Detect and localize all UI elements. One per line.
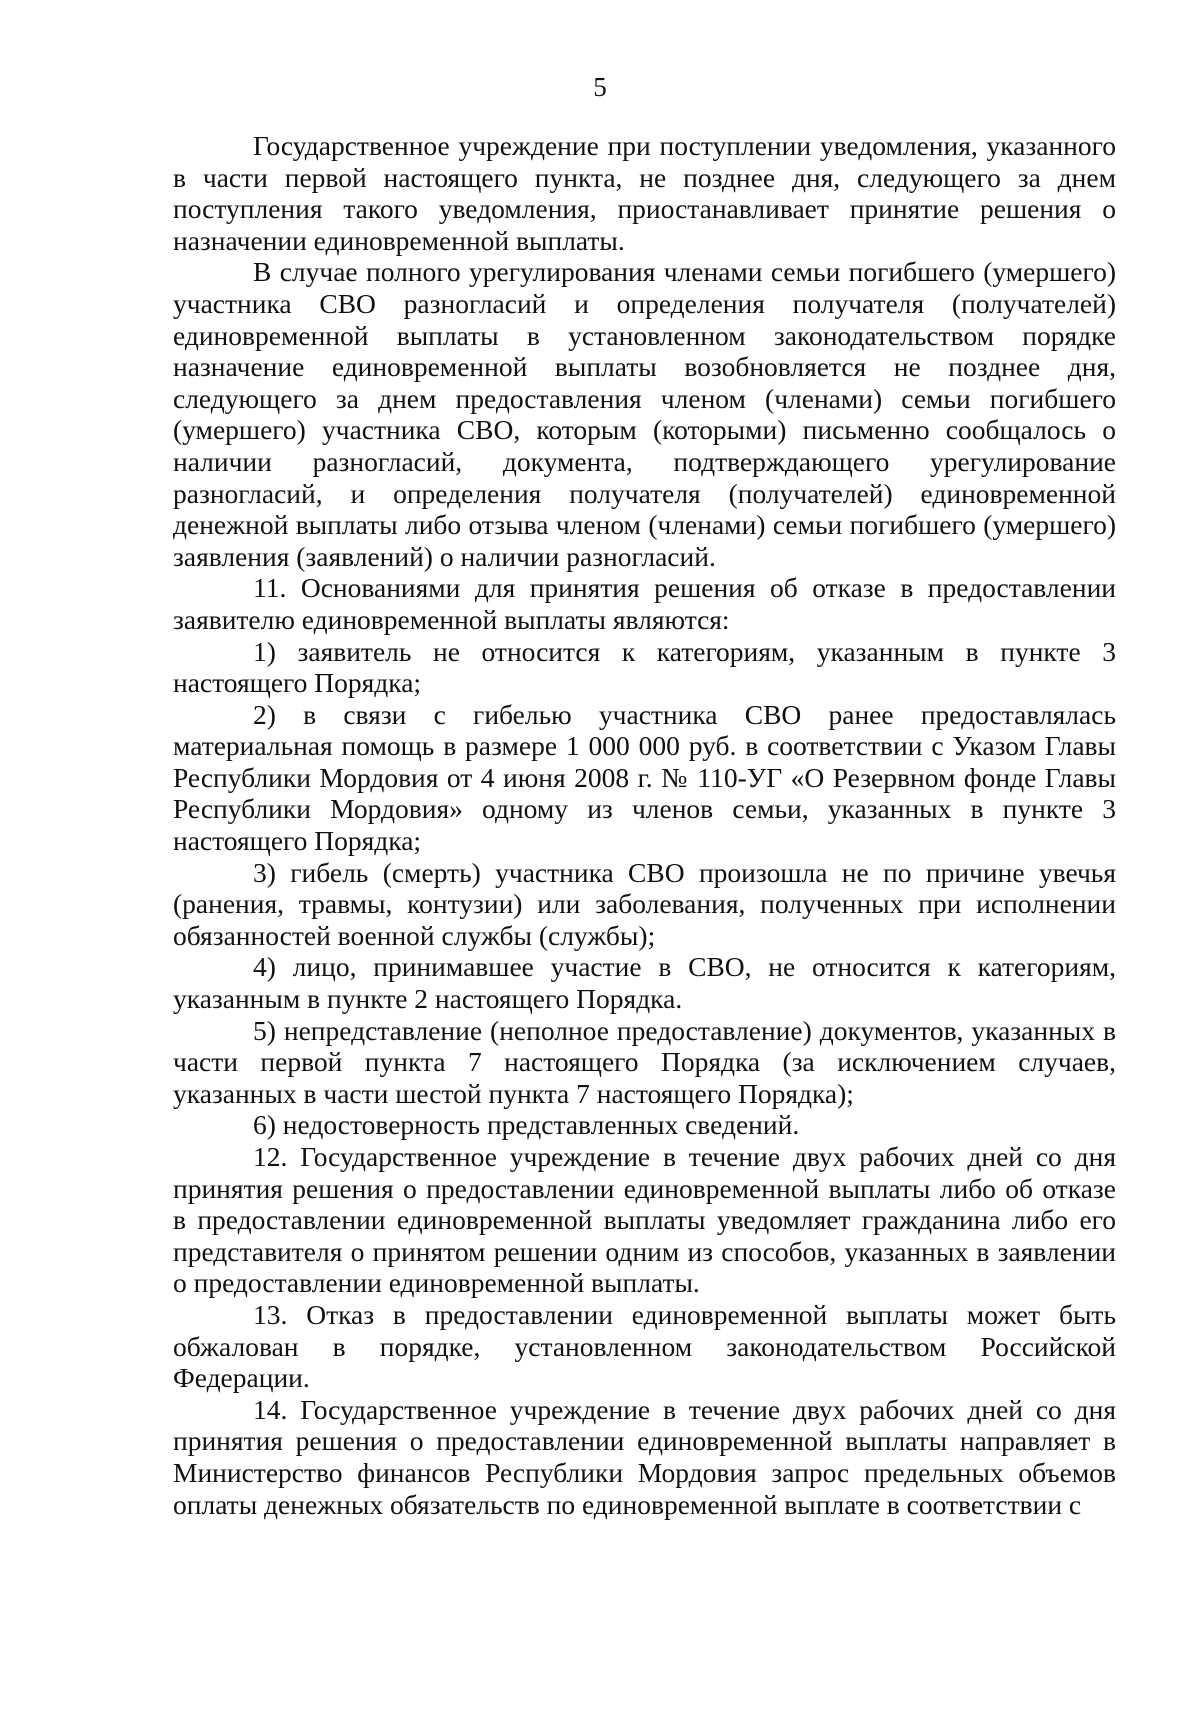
refusal-ground-2: 2) в связи с гибелью участника СВО ранее предоставлялась материальная помощь в размере 1 000 000 руб. в соответствии с Указом Главы Республики Мордовия от 4 июня 2008 г. № 110-УГ «О Резервном фонде Главы Республики Мордовия» одному из членов семьи, указанных в пункте 3 настоящего Порядка; — [173, 698, 1116, 857]
page-number: 5 — [593, 72, 607, 102]
document-body — [173, 130, 1116, 1520]
paragraph-12-notification: 12. Государственное учреждение в течение двух рабочих дней со дня принятия решения о предоставлении единовременной выплаты либо об отказе в предоставлении единовременной выплаты уведомляет гражданина либо его представителя о принятом решении одним из способов, указанных в заявлении о предоставлении единовременной выплаты. — [173, 1141, 1116, 1299]
refusal-ground-3: 3) гибель (смерть) участника СВО произошла не по причине увечья (ранения, травмы, контузии) или заболевания, полученных при исполнении обязанностей военной службы (службы); — [173, 856, 1116, 951]
paragraph-suspension-notice: Государственное учреждение при поступлении уведомления, указанного в части первой настоящего пункта, не позднее дня, следующего за днем поступления такого уведомления, приостанавливает принятие решения о назначении единовременной выплаты. — [173, 130, 1116, 256]
refusal-ground-6: 6) недостоверность представленных сведений. — [253, 1109, 800, 1141]
paragraph-resumption: В случае полного урегулирования членами семьи погибшего (умершего) участника СВО разногласий и определения получателя (получателей) единовременной выплаты в установленном законодательством порядке назначение единовременной выплаты возобновляется не позднее дня, следующего за днем предоставления членом (членами) семьи погибшего (умершего) участника СВО, которым (которыми) письменно сообщалось о наличии разногласий, документа, подтверждающего урегулирование разногласий, и определения получателя (получателей) единовременной денежной выплаты либо отзыва членом (членами) семьи погибшего (умершего) заявления (заявлений) о наличии разногласий. — [173, 256, 1116, 572]
paragraph-11-refusal-grounds: 11. Основаниями для принятия решения об отказе в предоставлении заявителю единовременной выплаты являются: — [173, 572, 1116, 635]
paragraph-14-funding-request: 14. Государственное учреждение в течение двух рабочих дней со дня принятия решения о предоставлении единовременной выплаты направляет в Министерство финансов Республики Мордовия запрос предельных объемов оплаты денежных обязательств по единовременной выплате в соответствии с — [173, 1393, 1116, 1520]
paragraph-13-appeal: 13. Отказ в предоставлении единовременной выплаты может быть обжалован в порядке, установленном законодательством Российской Федерации. — [173, 1298, 1116, 1394]
refusal-ground-4: 4) лицо, принимавшее участие в СВО, не относится к категориям, указанным в пункте 2 настоящего Порядка. — [173, 951, 1116, 1015]
refusal-ground-1: 1) заявитель не относится к категориям, указанным в пункте 3 настоящего Порядка; — [173, 635, 1116, 699]
refusal-ground-5: 5) непредставление (неполное предоставление) документов, указанных в части первой пункта 7 настоящего Порядка (за исключением случаев, указанных в части шестой пункта 7 настоящего Порядка); — [173, 1014, 1116, 1109]
